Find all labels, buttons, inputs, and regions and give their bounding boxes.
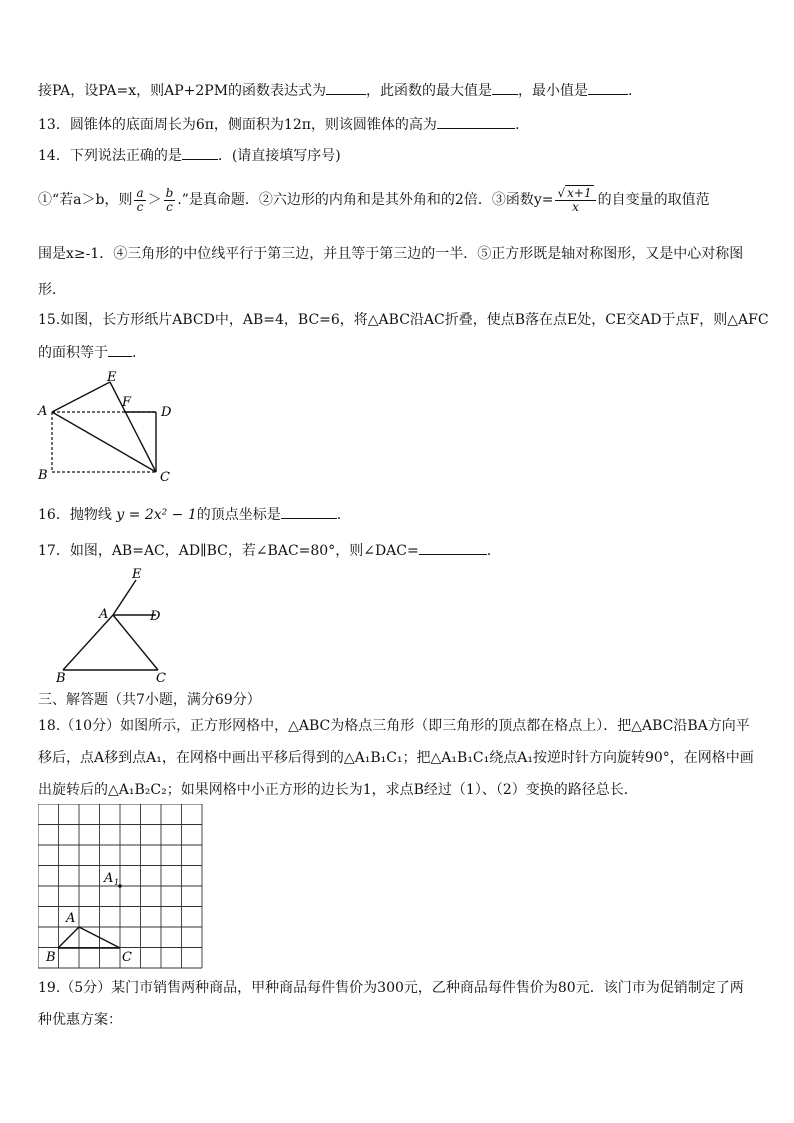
sqrt-numerator: √ x+1 — [555, 187, 595, 201]
q16-text: 16．抛物线 — [38, 507, 112, 523]
label-c: C — [156, 671, 166, 686]
label-a1: A — [104, 871, 114, 886]
answer-blank — [437, 114, 515, 129]
q18-line-3: 出旋转后的△A₁B₂C₂；如果网格中小正方形的边长为1，求点B经过（1）、（2）变换的路径总长． — [38, 782, 638, 798]
segment-ba — [63, 615, 113, 670]
triangle-abc-figure — [50, 566, 180, 686]
label-d: D — [161, 405, 172, 420]
q16-text-2: 的顶点坐标是 — [196, 507, 281, 523]
problem-14 — [38, 145, 764, 166]
label-c: C — [122, 950, 132, 965]
q14-statement-1c: 的自变量的取值范 — [597, 192, 710, 208]
label-a: A — [38, 404, 48, 419]
label-a: A — [66, 911, 76, 926]
label-c: C — [160, 470, 170, 485]
segment-ae — [113, 580, 136, 615]
q13-text: 13．圆锥体的底面周长为6π，侧面积为12π，则该圆锥体的高为 — [38, 117, 437, 133]
fraction-numerator: b — [165, 185, 174, 200]
label-d: D — [150, 609, 161, 624]
q19-line-2: 种优惠方案： — [38, 1012, 122, 1028]
fraction-denominator: c — [166, 199, 173, 214]
problem-14-statements — [38, 184, 764, 216]
q12-text-2: ，此函数的最大值是 — [366, 83, 493, 99]
q14-line-3: 形． — [38, 282, 66, 298]
fraction-numerator: a — [136, 185, 144, 200]
fraction-a-over-c — [134, 187, 145, 214]
answer-blank — [281, 504, 337, 519]
q19-line-1: 19.（5分）某门市销售两种商品，甲种商品每件售价为300元，乙种商品每件售价为80元．该门市为促销制定了两 — [38, 980, 744, 996]
rectangle-fold-figure — [30, 368, 190, 488]
problem-12-continuation — [38, 80, 764, 101]
parabola-formula: y = 2x² − 1 — [116, 507, 197, 523]
q12-text-3: ，最小值是 — [518, 83, 589, 99]
section-3-heading: 三、解答题（共7小题，满分69分） — [38, 692, 261, 708]
q14-statement-1b: .”是真命题．②六边形的内角和是其外角和的2倍．③函数y= — [177, 192, 554, 208]
q18-line-1: 18.（10分）如图所示，正方形网格中，△ABC为格点三角形（即三角形的顶点都在格点上）．把△ABC沿BA方向平 — [38, 718, 750, 734]
fraction-b-over-c — [164, 187, 176, 214]
q15-line-2-wrap — [38, 342, 764, 363]
q18-line-2: 移后，点A移到点A₁，在网格中画出平移后得到的△A₁B₁C₁；把△A₁B₁C₁绕点A₁按逆时针方向旋转90°，在网格中画 — [38, 750, 754, 766]
label-e: E — [107, 370, 117, 385]
label-b: B — [46, 950, 56, 965]
fraction-denominator: x — [572, 199, 579, 214]
q15-end: . — [132, 345, 137, 361]
label-b: B — [38, 468, 48, 483]
square-grid-figure — [38, 804, 206, 970]
problem-17 — [38, 540, 764, 561]
q12-text-1: 接PA，设PA=x，则AP+2PM的函数表达式为 — [38, 83, 327, 99]
q14-line-2: 围是x≥-1．④三角形的中位线平行于第三边，并且等于第三边的一半．⑤正方形既是轴对称图形，又是中心对称图 — [38, 246, 744, 262]
q15-line-1: 15.如图，长方形纸片ABCD中，AB=4，BC=6，将△ABC沿AC折叠，使点B落在点E处，CE交AD于点F，则△AFC — [38, 312, 769, 328]
answer-blank — [588, 80, 628, 95]
fraction-sqrt-over-x — [555, 187, 595, 214]
label-e: E — [132, 567, 142, 582]
answer-blank — [108, 342, 132, 357]
answer-blank — [419, 540, 487, 555]
q16-end: . — [336, 507, 342, 523]
fraction-denominator: c — [136, 199, 144, 214]
q13-end: . — [514, 117, 520, 133]
label-a: A — [99, 607, 109, 622]
segment-ba — [58, 927, 79, 948]
label-b: B — [56, 671, 66, 686]
label-a1-subscript: 1 — [114, 878, 120, 887]
q14-text: 14．下列说法正确的是 — [38, 148, 182, 164]
q14-statement-1a: ①“若a＞b，则 — [38, 192, 133, 208]
q12-text-4: . — [628, 83, 633, 99]
greater-than-sign: ＞ — [147, 192, 162, 208]
q14-end: ．(请直接填写序号) — [217, 148, 341, 164]
answer-blank — [182, 145, 218, 160]
problem-16 — [38, 504, 764, 525]
answer-blank — [326, 80, 366, 95]
q15-line-2: 的面积等于 — [38, 345, 108, 361]
q17-end: . — [486, 543, 492, 559]
problem-13 — [38, 114, 764, 135]
segment-ae — [52, 382, 110, 412]
label-f: F — [122, 395, 132, 410]
q17-text: 17．如图，AB=AC，AD∥BC，若∠BAC=80°，则∠DAC= — [38, 543, 419, 559]
sqrt-radicand: x+1 — [567, 185, 592, 200]
answer-blank — [492, 80, 518, 95]
